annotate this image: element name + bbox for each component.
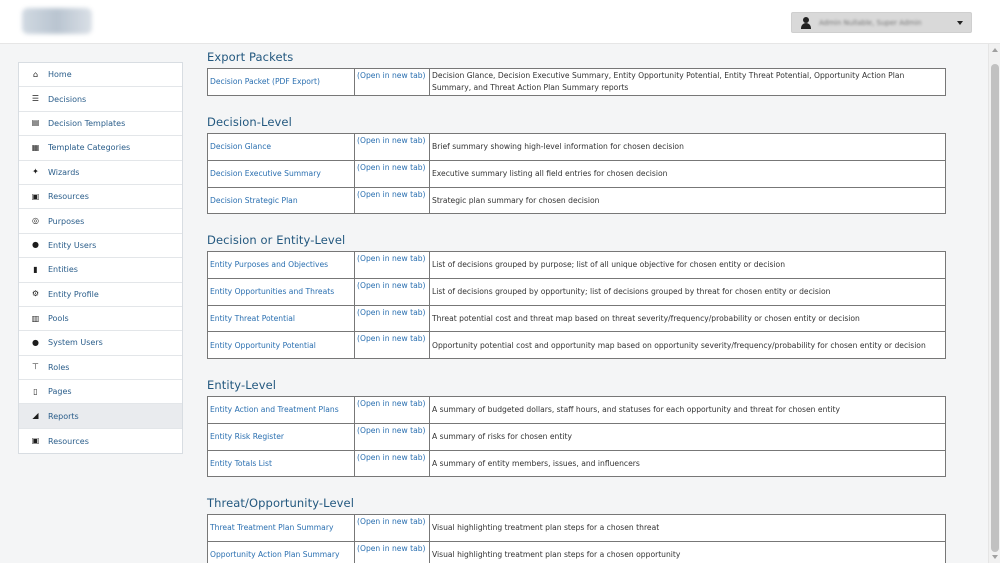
cog-icon: ⚙ (31, 289, 40, 299)
table-row (208, 305, 946, 332)
caret-down-icon (957, 21, 963, 25)
table-icon: ▦ (31, 142, 40, 152)
sidebar-item-wizards[interactable] (19, 161, 182, 185)
open-new-tab-cell (355, 332, 430, 359)
report-description: Executive summary listing all field entries for chosen decision (430, 160, 946, 187)
report-link[interactable]: Decision Packet (PDF Export) (210, 77, 320, 87)
sidebar-item-label: Purposes (48, 216, 85, 226)
table-row (208, 397, 946, 424)
report-link[interactable]: Entity Action and Treatment Plans (210, 405, 339, 415)
sidebar-nav (18, 62, 183, 454)
open-in-new-tab-link[interactable]: (Open in new tab) (357, 452, 426, 462)
user-icon (800, 17, 812, 29)
open-new-tab-cell (355, 252, 430, 279)
sidebar-item-label: Resources (48, 192, 89, 202)
table-row (208, 423, 946, 450)
resources-icon: ▣ (31, 436, 40, 446)
users-icon: ● (32, 337, 39, 347)
open-in-new-tab-link[interactable]: (Open in new tab) (357, 334, 426, 344)
table-row (208, 278, 946, 305)
sidebar-item-label: Reports (48, 411, 79, 421)
report-section (207, 50, 946, 96)
open-in-new-tab-link[interactable]: (Open in new tab) (357, 280, 426, 290)
resources-icon: ▣ (31, 191, 40, 201)
report-name-cell (208, 252, 355, 279)
report-description: List of decisions grouped by opportunity; list of decisions grouped by threat for chosen entity or decision (430, 278, 946, 305)
section-title: Entity-Level (207, 378, 277, 392)
report-name-cell (208, 450, 355, 477)
table-row (208, 515, 946, 542)
open-new-tab-cell (355, 450, 430, 477)
sidebar-item-resources[interactable] (19, 185, 182, 209)
table-row (208, 160, 946, 187)
table-row (208, 332, 946, 359)
sidebar-item-resources[interactable] (19, 429, 182, 453)
sidebar-item-system-users[interactable] (19, 331, 182, 355)
sidebar-item-reports[interactable] (19, 404, 182, 428)
report-name-cell (208, 515, 355, 542)
sidebar-item-entity-profile[interactable] (19, 283, 182, 307)
sidebar-item-label: Decisions (48, 94, 87, 104)
sidebar-item-label: Template Categories (48, 143, 131, 153)
user-icon: ● (32, 240, 39, 250)
scroll-up-arrow-icon[interactable] (992, 48, 998, 52)
report-name-cell (208, 69, 355, 96)
sidebar-item-roles[interactable] (19, 356, 182, 380)
wand-icon: ✦ (32, 167, 39, 177)
section-title: Decision-Level (207, 115, 292, 129)
open-new-tab-cell (355, 160, 430, 187)
open-new-tab-cell (355, 423, 430, 450)
scrollbar-thumb[interactable] (991, 64, 999, 552)
sidebar-item-decision-templates[interactable] (19, 112, 182, 136)
report-section (207, 233, 946, 359)
chart-icon: ◢ (32, 411, 39, 421)
open-in-new-tab-link[interactable]: (Open in new tab) (357, 425, 426, 435)
report-name-cell (208, 134, 355, 161)
home-icon: ⌂ (32, 69, 39, 79)
report-name-cell (208, 160, 355, 187)
open-new-tab-cell (355, 305, 430, 332)
open-new-tab-cell (355, 515, 430, 542)
scroll-down-arrow-icon[interactable] (992, 555, 998, 559)
report-name-cell (208, 305, 355, 332)
report-section (207, 496, 946, 563)
report-description: A summary of entity members, issues, and influencers (430, 450, 946, 477)
report-table (207, 251, 946, 359)
sidebar-item-pools[interactable] (19, 307, 182, 331)
report-description: List of decisions grouped by purpose; list of all unique objective for chosen entity or decision (430, 252, 946, 279)
vertical-scrollbar[interactable] (988, 44, 1000, 563)
open-in-new-tab-link[interactable]: (Open in new tab) (357, 189, 426, 199)
table-row (208, 541, 946, 563)
open-in-new-tab-link[interactable]: (Open in new tab) (357, 162, 426, 172)
sidebar-item-label: Wizards (48, 167, 80, 177)
open-in-new-tab-link[interactable]: (Open in new tab) (357, 399, 426, 408)
pools-icon: ▥ (31, 313, 40, 323)
user-menu-button[interactable] (791, 12, 972, 33)
open-in-new-tab-link[interactable]: (Open in new tab) (357, 254, 426, 263)
report-name-cell (208, 332, 355, 359)
report-link[interactable]: Entity Opportunity Potential (210, 340, 316, 350)
report-link[interactable]: Threat Treatment Plan Summary (210, 523, 334, 533)
sidebar-item-label: Pages (48, 387, 72, 397)
report-description: Visual highlighting treatment plan steps for a chosen opportunity (430, 541, 946, 563)
sidebar-item-decisions[interactable] (19, 87, 182, 111)
report-link[interactable]: Entity Risk Register (210, 432, 285, 442)
top-bar (0, 0, 1000, 44)
sidebar-item-label: Home (48, 70, 72, 80)
app-logo[interactable] (22, 8, 92, 34)
report-description: Threat potential cost and threat map based on threat severity/frequency/probability or chosen entity or decision (430, 305, 946, 332)
open-in-new-tab-link[interactable]: (Open in new tab) (357, 136, 426, 145)
report-description: A summary of budgeted dollars, staff hours, and statuses for each opportunity and threat for chosen entity (430, 397, 946, 424)
file-icon: ▯ (33, 386, 38, 396)
sidebar-item-label: Roles (48, 362, 70, 372)
list-icon: ☰ (31, 94, 40, 104)
table-row (208, 450, 946, 477)
report-description: A summary of risks for chosen entity (430, 423, 946, 450)
report-name-cell (208, 187, 355, 214)
sidebar-item-purposes[interactable] (19, 209, 182, 233)
sidebar-item-label: Resources (48, 436, 89, 446)
table-row (208, 252, 946, 279)
sidebar-item-label: System Users (48, 338, 103, 348)
report-description: Brief summary showing high-level information for chosen decision (430, 134, 946, 161)
report-section (207, 115, 946, 214)
report-description: Visual highlighting treatment plan steps for a chosen threat (430, 515, 946, 542)
table-row (208, 187, 946, 214)
open-in-new-tab-link[interactable]: (Open in new tab) (357, 543, 426, 553)
open-in-new-tab-link[interactable]: (Open in new tab) (357, 307, 426, 317)
open-new-tab-cell (355, 397, 430, 424)
table-row (208, 69, 946, 96)
report-table (207, 133, 946, 214)
table-row (208, 134, 946, 161)
sidebar-item-home[interactable] (19, 63, 182, 87)
report-table (207, 396, 946, 477)
sidebar-item-entity-users[interactable] (19, 234, 182, 258)
report-name-cell (208, 397, 355, 424)
report-table (207, 514, 946, 563)
sidebar-item-label: Entity Users (48, 240, 97, 250)
report-link[interactable]: Entity Threat Potential (210, 313, 295, 323)
report-link[interactable]: Opportunity Action Plan Summary (210, 550, 340, 560)
sidebar-item-template-categories[interactable] (19, 136, 182, 160)
building-icon: ▮ (33, 264, 38, 274)
section-title: Threat/Opportunity-Level (207, 496, 355, 510)
report-link[interactable]: Decision Strategic Plan (210, 195, 298, 205)
sidebar-item-label: Entity Profile (48, 289, 99, 299)
user-menu-label: Admin Nullable, Super Admin (819, 18, 922, 27)
template-icon: ▤ (31, 118, 40, 128)
section-title: Decision or Entity-Level (207, 233, 346, 247)
open-new-tab-cell (355, 69, 430, 96)
report-link[interactable]: Entity Opportunities and Threats (210, 287, 335, 297)
sidebar-item-label: Decision Templates (48, 118, 126, 128)
report-description: Decision Glance, Decision Executive Summary, Entity Opportunity Potential, Entity Threat Potential, Opportunity Action Plan Summary, and Threat Action Plan Summary reports (430, 69, 946, 96)
open-new-tab-cell (355, 134, 430, 161)
report-link[interactable]: Decision Glance (210, 142, 272, 152)
open-new-tab-cell (355, 278, 430, 305)
report-link[interactable]: Decision Executive Summary (210, 169, 321, 179)
report-description: Strategic plan summary for chosen decision (430, 187, 946, 214)
report-name-cell (208, 278, 355, 305)
open-in-new-tab-link[interactable]: (Open in new tab) (357, 517, 426, 526)
sidebar-item-label: Entities (48, 265, 78, 275)
sidebar-item-pages[interactable] (19, 380, 182, 404)
open-new-tab-cell (355, 187, 430, 214)
report-name-cell (208, 423, 355, 450)
sidebar-item-label: Pools (48, 314, 69, 324)
report-table (207, 68, 946, 96)
report-description: Opportunity potential cost and opportunity map based on opportunity severity/frequency/probability for chosen entity or decision (430, 332, 946, 359)
open-in-new-tab-link[interactable]: (Open in new tab) (357, 71, 426, 80)
open-new-tab-cell (355, 541, 430, 563)
sidebar-item-entities[interactable] (19, 258, 182, 282)
sitemap-icon: ⊤ (32, 362, 39, 372)
target-icon: ◎ (32, 216, 39, 226)
report-name-cell (208, 541, 355, 563)
section-title: Export Packets (207, 50, 294, 64)
report-section (207, 378, 946, 477)
report-link[interactable]: Entity Totals List (210, 458, 272, 468)
report-link[interactable]: Entity Purposes and Objectives (210, 260, 329, 270)
